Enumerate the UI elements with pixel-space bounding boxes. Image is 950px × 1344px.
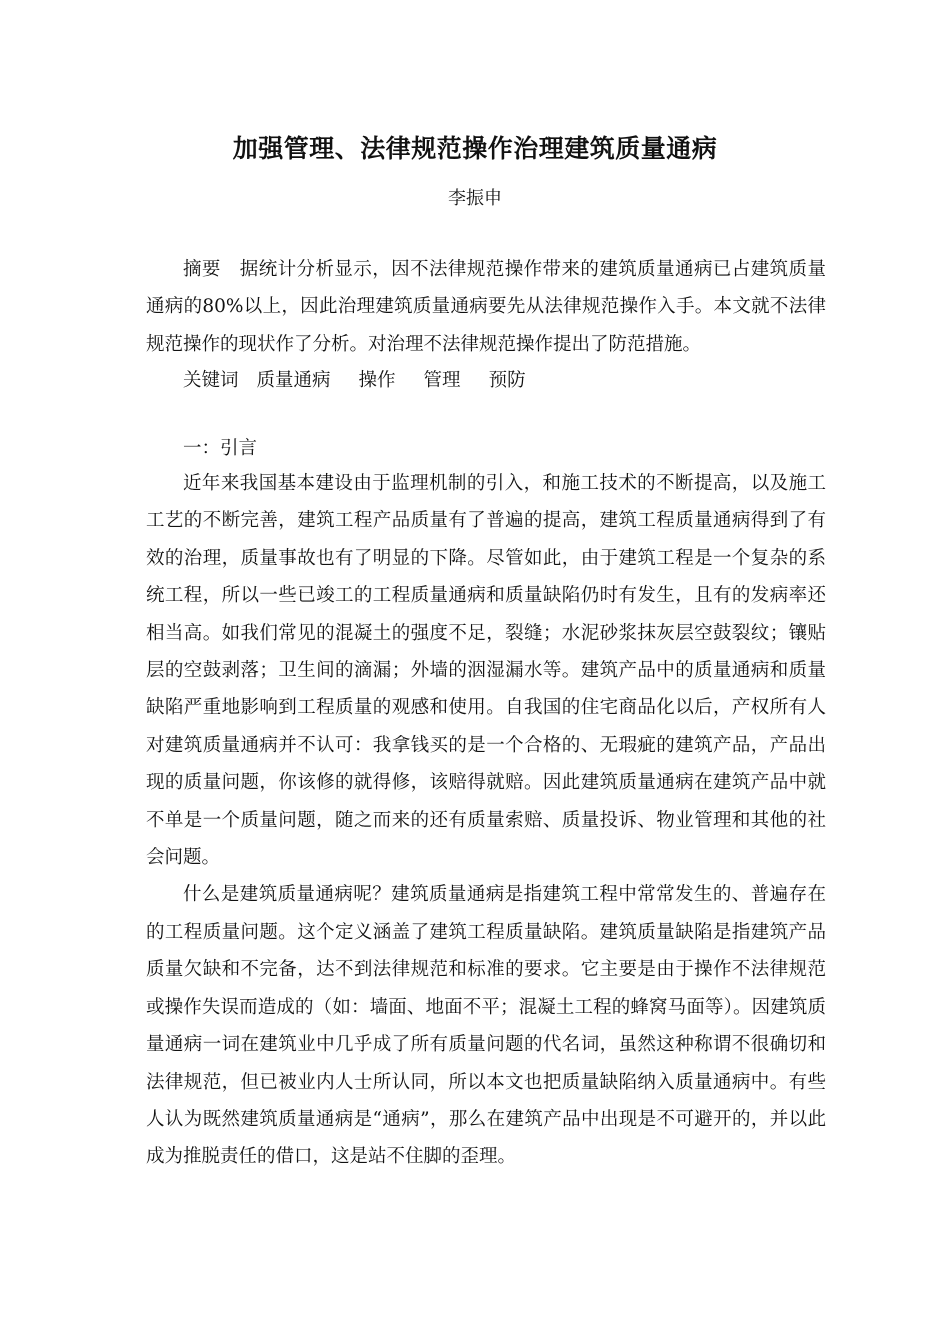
section-heading: 一：引言 [183, 438, 258, 459]
keyword-item: 管理 [423, 370, 461, 391]
keyword-item: 预防 [488, 370, 526, 391]
abstract-text: 据统计分析显示，因不法律规范操作带来的建筑质量通病已占建筑质量通病的80%以上，因此治理建筑质量通病要先从法律规范操作入手。本文就不法律规范操作的现状作了分析。对治理不法律规范操作提出了防范措施。 [146, 259, 826, 355]
document-title: 加强管理、法律规范操作治理建筑质量通病 [232, 134, 718, 163]
abstract [146, 251, 826, 363]
keyword-item: 操作 [358, 370, 396, 391]
paragraph: 近年来我国基本建设由于监理机制的引入，和施工技术的不断提高，以及施工工艺的不断完善，建筑工程产品质量有了普遍的提高，建筑工程质量通病得到了有效的治理，质量事故也有了明显的下降。尽管如此，由于建筑工程是一个复杂的系统工程，所以一些已竣工的工程质量通病和质量缺陷仍时有发生，且有的发病率还相当高。如我们常见的混凝土的强度不足，裂缝；水泥砂浆抹灰层空鼓裂纹；镶贴层的空鼓剥落；卫生间的滴漏；外墙的洇湿漏水等。建筑产品中的质量通病和质量缺陷严重地影响到工程质量的观感和使用。自我国的住宅商品化以后，产权所有人对建筑质量通病并不认可：我拿钱买的是一个合格的、无瑕疵的建筑产品，产品出现的质量问题，你该修的就得修，该赔得就赔。因此建筑质量通病在建筑产品中就不单是一个质量问题，随之而来的还有质量索赔、质量投诉、物业管理和其他的社会问题。 [146, 473, 826, 869]
keywords [146, 362, 826, 399]
keywords-label: 关键词 [183, 370, 239, 391]
keyword-item: 质量通病 [256, 370, 331, 391]
body-text [146, 465, 826, 1176]
document-author: 李振申 [448, 188, 502, 209]
paragraph: 什么是建筑质量通病呢？建筑质量通病是指建筑工程中常常发生的、普遍存在的工程质量问题。这个定义涵盖了建筑工程质量缺陷。建筑质量缺陷是指建筑产品质量欠缺和不完备，达不到法律规范和标准的要求。它主要是由于操作不法律规范或操作失误而造成的（如：墙面、地面不平；混凝土工程的蜂窝马面等）。因建筑质量通病一词在建筑业中几乎成了所有质量问题的代名词，虽然这种称谓不很确切和法律规范，但已被业内人士所认同，所以本文也把质量缺陷纳入质量通病中。有些人认为既然建筑质量通病是“通病”，那么在建筑产品中出现是不可避开的，并以此成为推脱责任的借口，这是站不住脚的歪理。 [146, 884, 826, 1168]
abstract-label: 摘要 [183, 259, 221, 280]
